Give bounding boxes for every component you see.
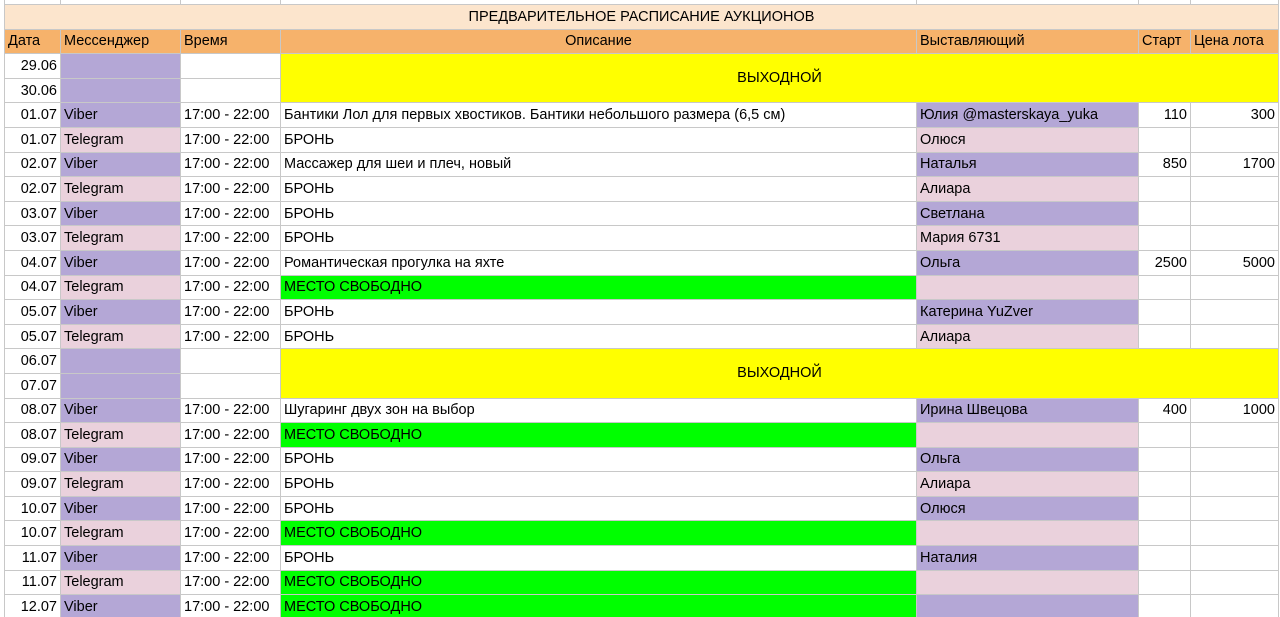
start-price-cell[interactable]: 850 <box>1139 152 1191 177</box>
start-price-cell[interactable] <box>1139 226 1191 251</box>
description-cell[interactable]: МЕСТО СВОБОДНО <box>281 521 917 546</box>
messenger-cell[interactable]: Viber <box>61 152 181 177</box>
auction-schedule-table <box>4 0 1279 617</box>
table-row <box>5 546 1279 571</box>
date-cell[interactable]: 09.07 <box>5 472 61 497</box>
seller-cell[interactable] <box>917 275 1139 300</box>
date-cell[interactable]: 08.07 <box>5 398 61 423</box>
time-cell[interactable]: 17:00 - 22:00 <box>181 447 281 472</box>
seller-cell[interactable]: Наталья <box>917 152 1139 177</box>
date-cell[interactable]: 10.07 <box>5 521 61 546</box>
table-row <box>5 103 1279 128</box>
date-cell[interactable]: 10.07 <box>5 496 61 521</box>
header-price[interactable]: Цена лота <box>1191 29 1279 54</box>
time-cell[interactable]: 17:00 - 22:00 <box>181 472 281 497</box>
description-cell[interactable]: МЕСТО СВОБОДНО <box>281 595 917 617</box>
date-cell[interactable]: 03.07 <box>5 201 61 226</box>
lot-price-cell[interactable] <box>1191 226 1279 251</box>
time-cell[interactable]: 17:00 - 22:00 <box>181 226 281 251</box>
seller-cell[interactable]: Катерина YuZver <box>917 300 1139 325</box>
start-price-cell[interactable] <box>1139 324 1191 349</box>
time-cell[interactable]: 17:00 - 22:00 <box>181 275 281 300</box>
date-cell[interactable]: 29.06 <box>5 54 61 79</box>
messenger-cell[interactable]: Viber <box>61 250 181 275</box>
time-cell[interactable] <box>181 373 281 398</box>
messenger-cell[interactable]: Telegram <box>61 521 181 546</box>
table-row <box>5 250 1279 275</box>
lot-price-cell[interactable] <box>1191 496 1279 521</box>
header-date[interactable]: Дата <box>5 29 61 54</box>
description-cell[interactable]: БРОНЬ <box>281 447 917 472</box>
lot-price-cell[interactable]: 1000 <box>1191 398 1279 423</box>
lot-price-cell[interactable] <box>1191 521 1279 546</box>
messenger-cell[interactable]: Viber <box>61 300 181 325</box>
time-cell[interactable]: 17:00 - 22:00 <box>181 127 281 152</box>
messenger-cell[interactable]: Telegram <box>61 226 181 251</box>
table-row <box>5 447 1279 472</box>
time-cell[interactable]: 17:00 - 22:00 <box>181 152 281 177</box>
lot-price-cell[interactable] <box>1191 201 1279 226</box>
start-price-cell[interactable] <box>1139 300 1191 325</box>
lot-price-cell[interactable] <box>1191 275 1279 300</box>
seller-cell[interactable]: Юлия @masterskaya_yuka <box>917 103 1139 128</box>
start-price-cell[interactable] <box>1139 447 1191 472</box>
messenger-cell[interactable]: Viber <box>61 546 181 571</box>
lot-price-cell[interactable] <box>1191 595 1279 617</box>
lot-price-cell[interactable] <box>1191 177 1279 202</box>
seller-cell[interactable] <box>917 521 1139 546</box>
holiday-row <box>5 54 1279 79</box>
lot-price-cell[interactable] <box>1191 447 1279 472</box>
table-row <box>5 177 1279 202</box>
description-cell[interactable]: БРОНЬ <box>281 496 917 521</box>
time-cell[interactable]: 17:00 - 22:00 <box>181 201 281 226</box>
start-price-cell[interactable] <box>1139 177 1191 202</box>
start-price-cell[interactable]: 110 <box>1139 103 1191 128</box>
date-cell[interactable]: 06.07 <box>5 349 61 374</box>
seller-cell[interactable]: Алиара <box>917 472 1139 497</box>
seller-cell[interactable]: Алиара <box>917 177 1139 202</box>
lot-price-cell[interactable] <box>1191 423 1279 448</box>
date-cell[interactable]: 04.07 <box>5 250 61 275</box>
description-cell[interactable]: Бантики Лол для первых хвостиков. Бантики небольшого размера (6,5 см) <box>281 103 917 128</box>
table-row <box>5 201 1279 226</box>
seller-cell[interactable] <box>917 423 1139 448</box>
start-price-cell[interactable] <box>1139 496 1191 521</box>
messenger-cell[interactable]: Viber <box>61 398 181 423</box>
lot-price-cell[interactable] <box>1191 472 1279 497</box>
messenger-cell[interactable]: Viber <box>61 103 181 128</box>
header-time[interactable]: Время <box>181 29 281 54</box>
messenger-cell[interactable]: Telegram <box>61 127 181 152</box>
lot-price-cell[interactable]: 1700 <box>1191 152 1279 177</box>
date-cell[interactable]: 11.07 <box>5 546 61 571</box>
start-price-cell[interactable] <box>1139 127 1191 152</box>
time-cell[interactable]: 17:00 - 22:00 <box>181 398 281 423</box>
table-row <box>5 324 1279 349</box>
date-cell[interactable]: 01.07 <box>5 103 61 128</box>
time-cell[interactable]: 17:00 - 22:00 <box>181 570 281 595</box>
header-description[interactable]: Описание <box>281 29 917 54</box>
seller-cell[interactable]: Алиара <box>917 324 1139 349</box>
seller-cell[interactable]: Олюся <box>917 496 1139 521</box>
date-cell[interactable]: 02.07 <box>5 152 61 177</box>
holiday-cell[interactable]: ВЫХОДНОЙ <box>281 54 1279 103</box>
description-cell[interactable]: МЕСТО СВОБОДНО <box>281 275 917 300</box>
date-cell[interactable]: 08.07 <box>5 423 61 448</box>
date-cell[interactable]: 03.07 <box>5 226 61 251</box>
start-price-cell[interactable] <box>1139 423 1191 448</box>
messenger-cell[interactable]: Viber <box>61 595 181 617</box>
table-row <box>5 226 1279 251</box>
time-cell[interactable]: 17:00 - 22:00 <box>181 103 281 128</box>
messenger-cell[interactable]: Telegram <box>61 275 181 300</box>
lot-price-cell[interactable] <box>1191 546 1279 571</box>
description-cell[interactable]: Романтическая прогулка на яхте <box>281 250 917 275</box>
seller-cell[interactable]: Ольга <box>917 250 1139 275</box>
time-cell[interactable] <box>181 349 281 374</box>
lot-price-cell[interactable] <box>1191 570 1279 595</box>
table-row <box>5 423 1279 448</box>
messenger-cell[interactable] <box>61 78 181 103</box>
table-row <box>5 127 1279 152</box>
time-cell[interactable]: 17:00 - 22:00 <box>181 300 281 325</box>
date-cell[interactable]: 02.07 <box>5 177 61 202</box>
holiday-row <box>5 349 1279 374</box>
messenger-cell[interactable]: Telegram <box>61 472 181 497</box>
lot-price-cell[interactable] <box>1191 300 1279 325</box>
start-price-cell[interactable] <box>1139 201 1191 226</box>
date-cell[interactable]: 11.07 <box>5 570 61 595</box>
table-row <box>5 521 1279 546</box>
time-cell[interactable] <box>181 54 281 79</box>
table-row <box>5 398 1279 423</box>
time-cell[interactable] <box>181 78 281 103</box>
description-cell[interactable]: БРОНЬ <box>281 201 917 226</box>
date-cell[interactable]: 01.07 <box>5 127 61 152</box>
description-cell[interactable]: Массажер для шеи и плеч, новый <box>281 152 917 177</box>
start-price-cell[interactable] <box>1139 521 1191 546</box>
holiday-cell[interactable]: ВЫХОДНОЙ <box>281 349 1279 398</box>
header-messenger[interactable]: Мессенджер <box>61 29 181 54</box>
description-cell[interactable]: БРОНЬ <box>281 226 917 251</box>
seller-cell[interactable] <box>917 570 1139 595</box>
date-cell[interactable]: 30.06 <box>5 78 61 103</box>
seller-cell[interactable] <box>917 595 1139 617</box>
seller-cell[interactable]: Олюся <box>917 127 1139 152</box>
time-cell[interactable]: 17:00 - 22:00 <box>181 324 281 349</box>
time-cell[interactable]: 17:00 - 22:00 <box>181 250 281 275</box>
start-price-cell[interactable] <box>1139 275 1191 300</box>
seller-cell[interactable]: Мария 6731 <box>917 226 1139 251</box>
description-cell[interactable]: МЕСТО СВОБОДНО <box>281 423 917 448</box>
date-cell[interactable]: 05.07 <box>5 324 61 349</box>
description-cell[interactable]: БРОНЬ <box>281 546 917 571</box>
seller-cell[interactable]: Ольга <box>917 447 1139 472</box>
title-row <box>5 5 1279 30</box>
table-row <box>5 595 1279 617</box>
seller-cell[interactable]: Ирина Швецова <box>917 398 1139 423</box>
messenger-cell[interactable]: Viber <box>61 201 181 226</box>
table-row <box>5 496 1279 521</box>
messenger-cell[interactable] <box>61 349 181 374</box>
table-row <box>5 300 1279 325</box>
time-cell[interactable]: 17:00 - 22:00 <box>181 423 281 448</box>
header-seller[interactable]: Выставляющий <box>917 29 1139 54</box>
start-price-cell[interactable] <box>1139 570 1191 595</box>
messenger-cell[interactable] <box>61 373 181 398</box>
start-price-cell[interactable] <box>1139 546 1191 571</box>
table-row <box>5 570 1279 595</box>
lot-price-cell[interactable] <box>1191 127 1279 152</box>
seller-cell[interactable]: Наталия <box>917 546 1139 571</box>
time-cell[interactable]: 17:00 - 22:00 <box>181 521 281 546</box>
table-row <box>5 472 1279 497</box>
time-cell[interactable]: 17:00 - 22:00 <box>181 595 281 617</box>
table-row <box>5 275 1279 300</box>
messenger-cell[interactable]: Viber <box>61 496 181 521</box>
messenger-cell[interactable]: Telegram <box>61 423 181 448</box>
seller-cell[interactable]: Светлана <box>917 201 1139 226</box>
description-cell[interactable]: БРОНЬ <box>281 324 917 349</box>
description-cell[interactable]: МЕСТО СВОБОДНО <box>281 570 917 595</box>
date-cell[interactable]: 07.07 <box>5 373 61 398</box>
description-cell[interactable]: БРОНЬ <box>281 300 917 325</box>
start-price-cell[interactable] <box>1139 595 1191 617</box>
description-cell[interactable]: БРОНЬ <box>281 127 917 152</box>
description-cell[interactable]: БРОНЬ <box>281 472 917 497</box>
lot-price-cell[interactable]: 300 <box>1191 103 1279 128</box>
start-price-cell[interactable]: 400 <box>1139 398 1191 423</box>
description-cell[interactable]: Шугаринг двух зон на выбор <box>281 398 917 423</box>
messenger-cell[interactable]: Viber <box>61 447 181 472</box>
header-row <box>5 29 1279 54</box>
lot-price-cell[interactable]: 5000 <box>1191 250 1279 275</box>
messenger-cell[interactable]: Telegram <box>61 324 181 349</box>
date-cell[interactable]: 05.07 <box>5 300 61 325</box>
time-cell[interactable]: 17:00 - 22:00 <box>181 177 281 202</box>
messenger-cell[interactable]: Telegram <box>61 570 181 595</box>
messenger-cell[interactable]: Telegram <box>61 177 181 202</box>
description-cell[interactable]: БРОНЬ <box>281 177 917 202</box>
start-price-cell[interactable] <box>1139 472 1191 497</box>
time-cell[interactable]: 17:00 - 22:00 <box>181 546 281 571</box>
date-cell[interactable]: 09.07 <box>5 447 61 472</box>
time-cell[interactable]: 17:00 - 22:00 <box>181 496 281 521</box>
lot-price-cell[interactable] <box>1191 324 1279 349</box>
messenger-cell[interactable] <box>61 54 181 79</box>
start-price-cell[interactable]: 2500 <box>1139 250 1191 275</box>
date-cell[interactable]: 04.07 <box>5 275 61 300</box>
date-cell[interactable]: 12.07 <box>5 595 61 617</box>
header-start[interactable]: Старт <box>1139 29 1191 54</box>
sheet-title[interactable]: ПРЕДВАРИТЕЛЬНОЕ РАСПИСАНИЕ АУКЦИОНОВ <box>5 5 1279 30</box>
table-row <box>5 152 1279 177</box>
